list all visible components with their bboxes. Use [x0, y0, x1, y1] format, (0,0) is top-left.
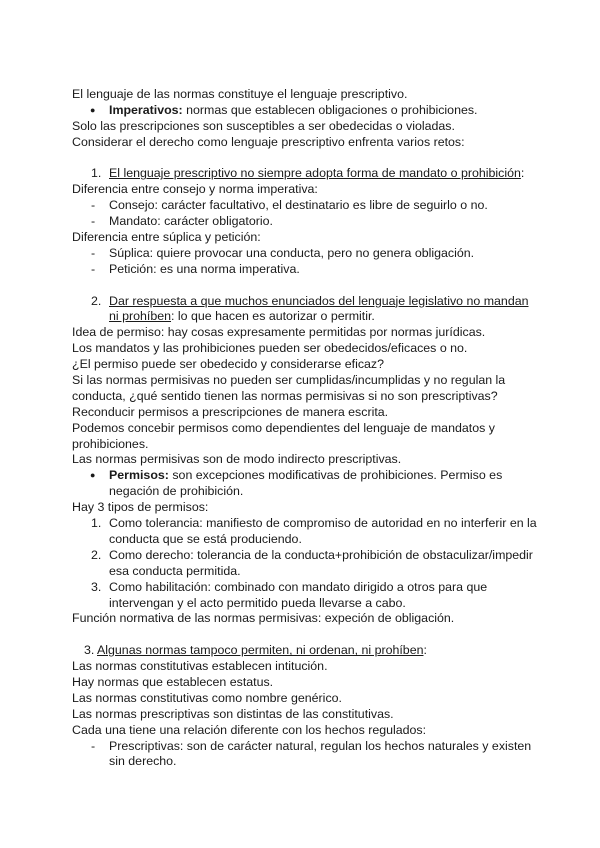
- dash-item: - Consejo: carácter facultativo, el destinatario es libre de seguirlo o no.: [91, 198, 488, 213]
- bullet-icon: ●: [90, 104, 96, 115]
- paragraph: Podemos concebir permisos como dependientes del lenguaje de mandatos y: [72, 420, 495, 435]
- dash-marker: -: [91, 245, 96, 260]
- dash-item-cont: sin derecho.: [109, 754, 177, 769]
- paragraph: Hay 3 tipos de permisos:: [72, 500, 209, 515]
- section-2-heading-cont: ni prohíben: lo que hacen es autorizar o permitir.: [109, 309, 375, 324]
- numbered-item: 1. Como tolerancia: manifiesto de compromiso de autoridad en no interferir en la: [91, 516, 537, 531]
- paragraph: Función normativa de las normas permisivas: expeción de obligación.: [72, 611, 455, 626]
- bullet-term: Imperativos:: [109, 102, 183, 117]
- dash-item: - Petición: es una norma imperativa.: [91, 261, 300, 276]
- dash-marker: -: [91, 214, 96, 229]
- bullet-icon: ●: [90, 470, 96, 481]
- paragraph: Considerar el derecho como lenguaje prescriptivo enfrenta varios retos:: [72, 134, 465, 149]
- bullet-term: Permisos:: [109, 468, 169, 483]
- dash-item: - Mandato: carácter obligatorio.: [91, 214, 273, 229]
- section-2-title: Dar respuesta a que muchos enunciados del lenguaje legislativo no mandan: [109, 293, 529, 308]
- section-3-heading: 3. Algunas normas tampoco permiten, ni ordenan, ni prohíben:: [84, 643, 427, 658]
- bullet-item-permisos: ● Permisos: son excepciones modificativas de prohibiciones. Permiso es: [90, 468, 503, 483]
- paragraph: prohibiciones.: [72, 436, 149, 451]
- list-marker: 2.: [91, 293, 102, 308]
- paragraph: El lenguaje de las normas constituye el lenguaje prescriptivo.: [72, 87, 408, 101]
- dash-item: - Súplica: quiere provocar una conducta, pero no genera obligación.: [91, 245, 475, 260]
- paragraph: Reconducir permisos a prescripciones de manera escrita.: [72, 404, 389, 419]
- list-marker: 3.: [84, 643, 95, 658]
- paragraph: Las normas permisivas son de modo indirecto prescriptivas.: [72, 452, 402, 467]
- paragraph: Los mandatos y las prohibiciones pueden ser obedecidos/eficaces o no.: [72, 341, 468, 356]
- paragraph: Diferencia entre súplica y petición:: [72, 230, 261, 245]
- paragraph: ¿El permiso puede ser obedecido y considerarse eficaz?: [72, 357, 384, 372]
- section-3-title: Algunas normas tampoco permiten, ni ordenan, ni prohíben: [97, 643, 424, 658]
- bullet-item-imperativos: [72, 103, 542, 119]
- numbered-item: 2. Como derecho: tolerancia de la conducta+prohibición de obstaculizar/impedir: [91, 547, 533, 562]
- numbered-item-cont: esa conducta permitida.: [109, 563, 241, 578]
- list-marker: 1.: [91, 166, 102, 181]
- paragraph: Cada una tiene una relación diferente con los hechos regulados:: [72, 722, 427, 737]
- paragraph: conducta, ¿qué sentido tienen las normas permisivas si no son prescriptivas?: [72, 388, 498, 403]
- numbered-item: 3. Como habilitación: combinado con mandato dirigido a otros para que: [91, 579, 488, 594]
- document-page: [72, 87, 542, 770]
- dash-marker: -: [91, 198, 96, 213]
- dash-item: - Prescriptivas: son de carácter natural, regulan los hechos naturales y existen: [91, 738, 532, 753]
- paragraph: Diferencia entre consejo y norma imperativa:: [72, 182, 318, 197]
- bullet-item-permisos-cont: negación de prohibición.: [109, 484, 244, 499]
- dash-marker: -: [91, 261, 96, 276]
- paragraph: Hay normas que establecen estatus.: [72, 674, 274, 689]
- numbered-item-cont: intervengan y el acto permitido pueda llevarse a cabo.: [109, 595, 406, 610]
- paragraph: Solo las prescripciones son susceptibles a ser obedecidas o violadas.: [72, 118, 455, 133]
- paragraph: Las normas prescriptivas son distintas de las constitutivas.: [72, 706, 394, 721]
- section-1-title: El lenguaje prescriptivo no siempre adopta forma de mandato o prohibición: [109, 166, 521, 181]
- numbered-item-cont: conducta que se está produciendo.: [109, 531, 302, 546]
- bullet-text: normas que establecen obligaciones o prohibiciones.: [182, 102, 478, 117]
- section-2-heading: [72, 294, 542, 310]
- paragraph: Las normas constitutivas como nombre genérico.: [72, 690, 342, 705]
- section-1-heading: 1. El lenguaje prescriptivo no siempre adopta forma de mandato o prohibición:: [91, 166, 525, 181]
- paragraph: Si las normas permisivas no pueden ser cumplidas/incumplidas y no regulan la: [72, 373, 506, 388]
- paragraph: Idea de permiso: hay cosas expresamente permitidas por normas jurídicas.: [72, 325, 486, 340]
- paragraph: Las normas constitutivas establecen intitución.: [72, 659, 328, 674]
- dash-marker: -: [91, 738, 96, 753]
